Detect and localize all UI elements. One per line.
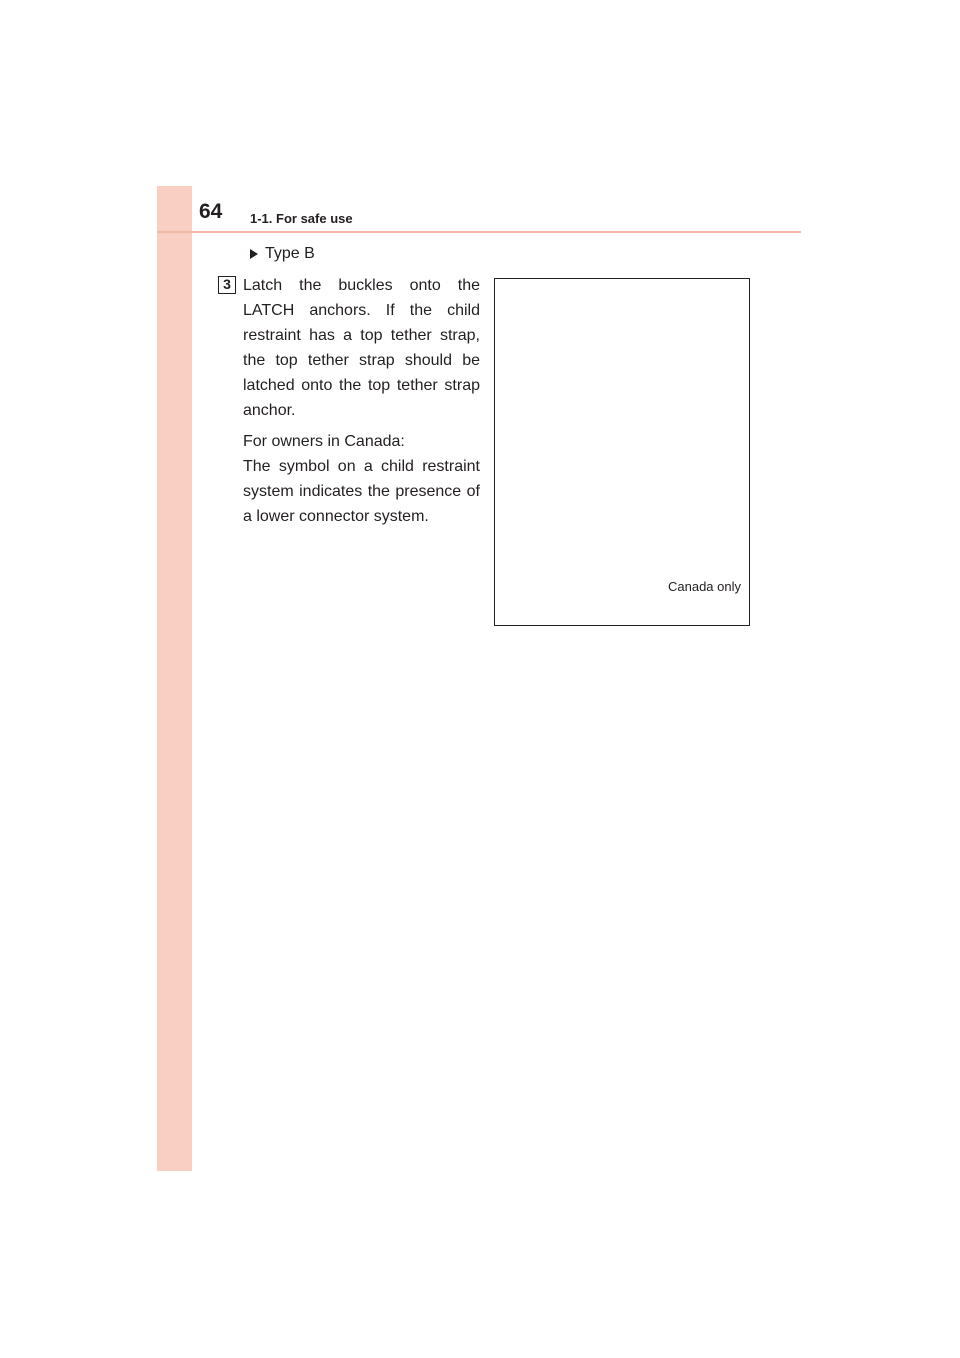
header-rule <box>157 231 801 233</box>
page-number: 64 <box>199 200 223 223</box>
type-heading <box>250 244 315 264</box>
figure-caption: Canada only <box>668 579 741 594</box>
canada-heading: For owners in Canada: <box>243 433 405 450</box>
step-body <box>243 273 480 529</box>
illustration-frame <box>494 278 750 626</box>
side-band <box>157 186 192 1171</box>
step-number-badge: 3 <box>218 276 236 294</box>
triangle-arrow-icon <box>250 249 258 259</box>
canada-text: The symbol on a child restraint system indicates the presence of a lower connector system. <box>243 458 480 525</box>
step-text: Latch the buckles onto the LATCH anchors. If the child restraint has a top tether strap, the top tether strap should be latched onto the top tether strap anchor. <box>243 277 480 419</box>
section-title: 1-1. For safe use <box>250 211 353 226</box>
canada-note <box>243 429 480 529</box>
type-label: Type B <box>265 245 315 262</box>
